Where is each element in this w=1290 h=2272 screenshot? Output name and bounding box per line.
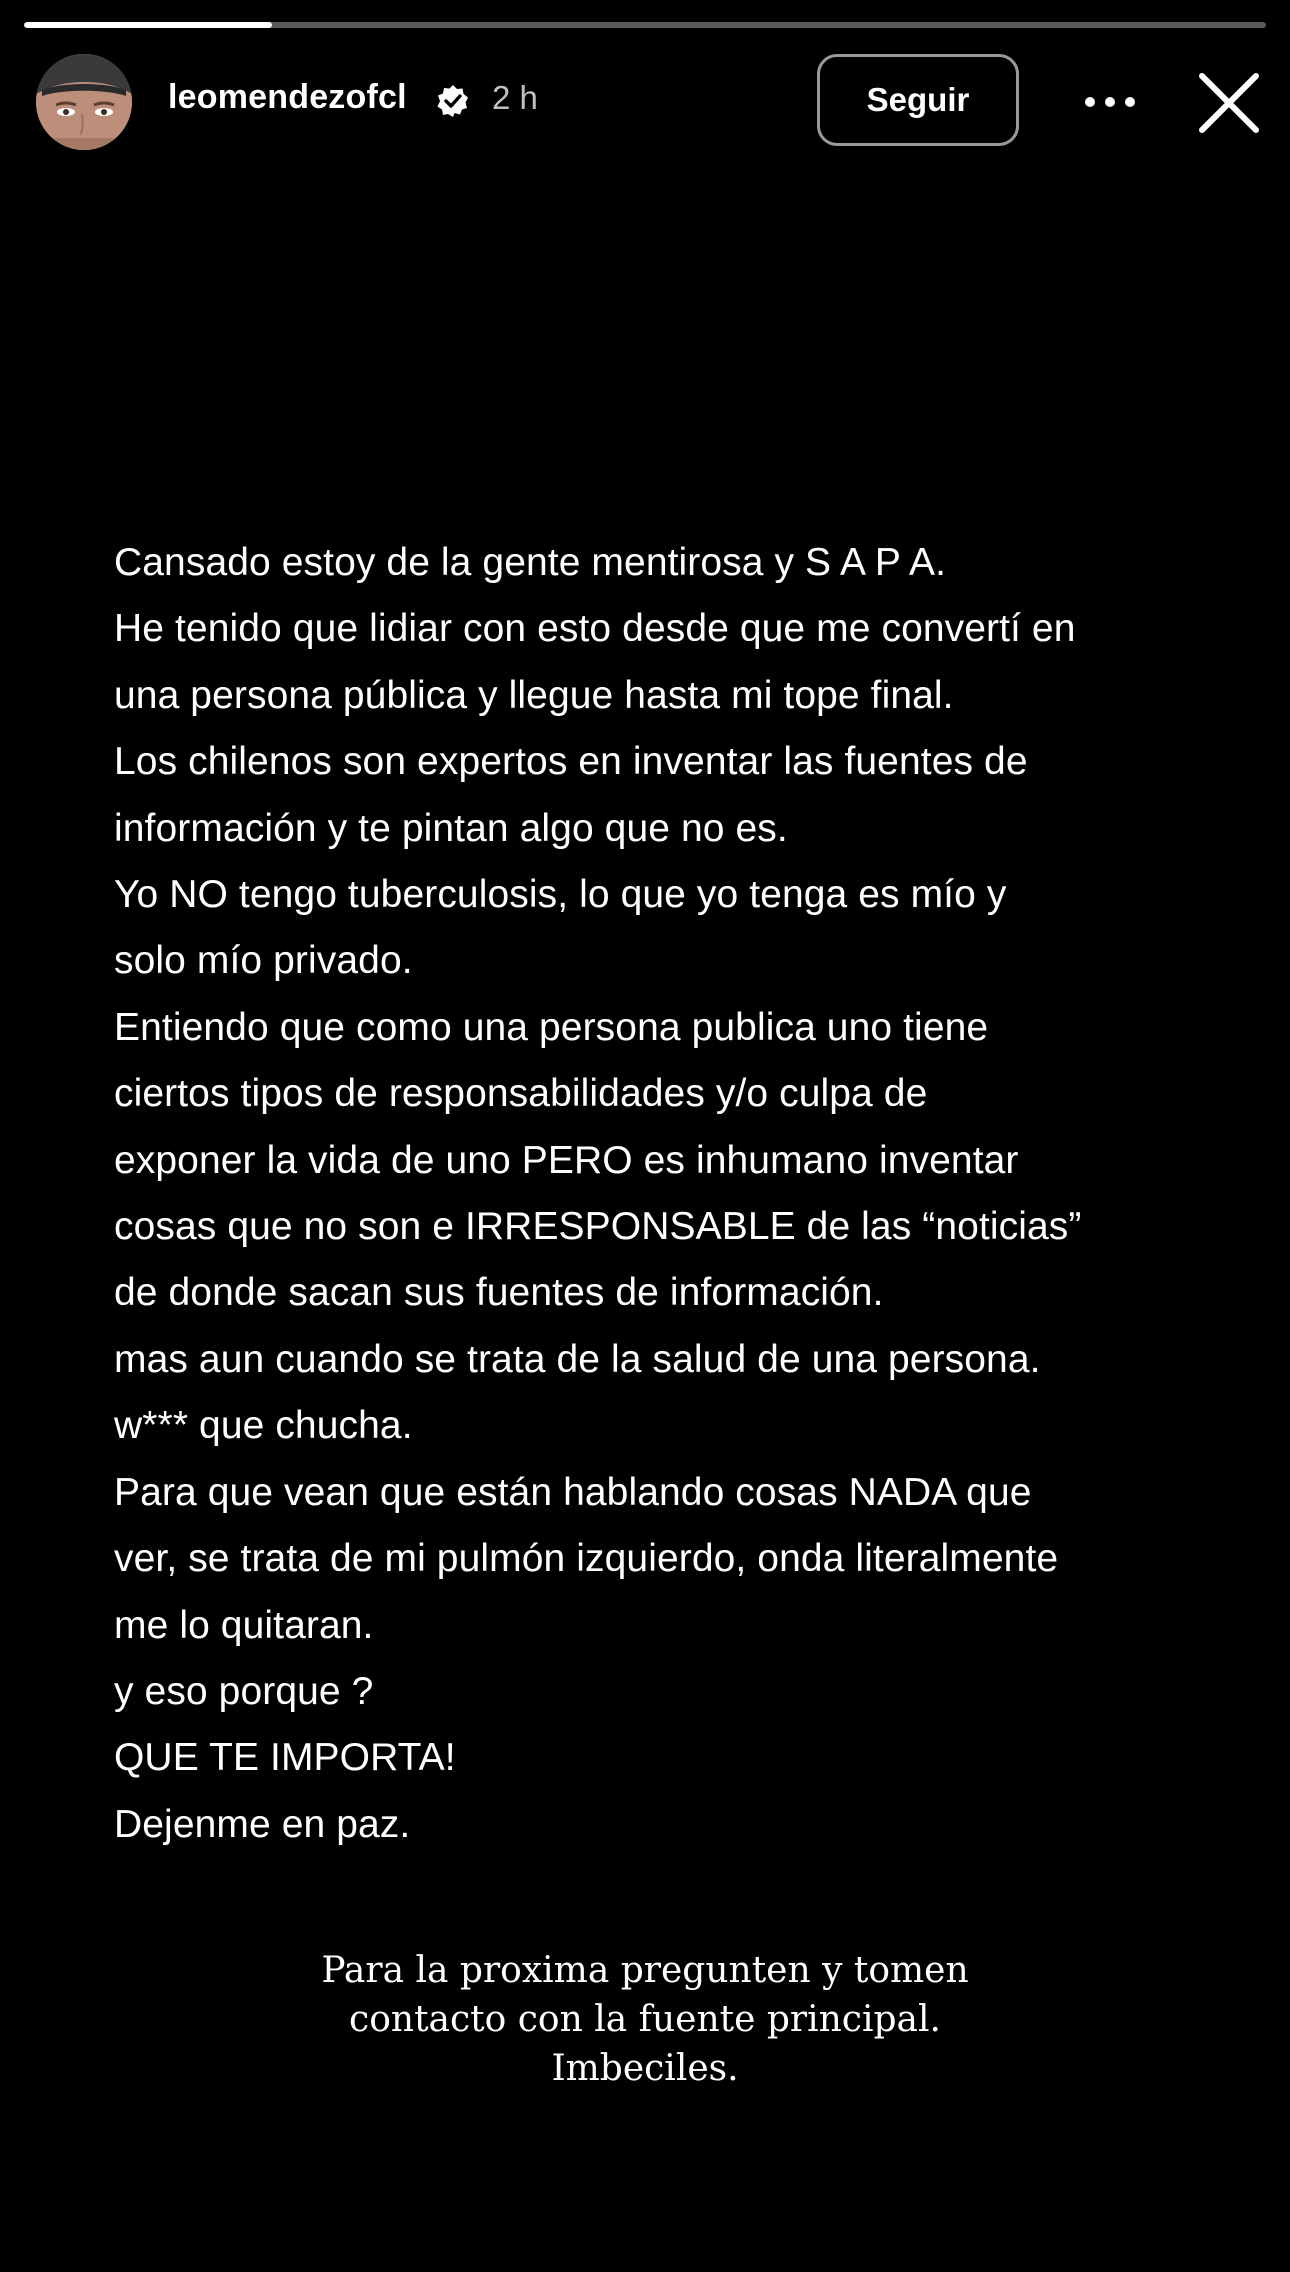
verified-badge-icon xyxy=(435,83,471,119)
story-text-line: cosas que no son e IRRESPONSABLE de las “noticias” xyxy=(114,1205,1082,1249)
story-progress-fill xyxy=(24,22,272,28)
story-text-line: Entiendo que como una persona publica uno tiene xyxy=(114,1005,989,1049)
story-text-line: Cansado estoy de la gente mentirosa y S A P A. xyxy=(114,541,947,584)
caption-line: Para la proxima pregunten y tomen xyxy=(321,1950,969,1991)
close-button[interactable] xyxy=(1196,70,1262,136)
more-horizontal-icon xyxy=(1084,96,1136,108)
story-text-line: me lo quitaran. xyxy=(114,1603,374,1647)
story-text-line: Dejenme en paz. xyxy=(114,1802,411,1846)
caption-line: Imbeciles. xyxy=(551,2048,739,2089)
follow-button[interactable]: Seguir xyxy=(817,54,1019,146)
story-text-line: exponer la vida de uno PERO es inhumano inventar xyxy=(114,1138,1019,1182)
story-text-line: QUE TE IMPORTA! xyxy=(114,1736,456,1780)
close-icon xyxy=(1196,70,1262,136)
story-text-line: ciertos tipos de responsabilidades y/o culpa de xyxy=(114,1072,928,1116)
story-text-line: de donde sacan sus fuentes de información. xyxy=(114,1271,884,1315)
avatar[interactable] xyxy=(36,54,132,150)
story-text-line: solo mío privado. xyxy=(114,939,413,983)
story-text-line: mas aun cuando se trata de la salud de una persona. xyxy=(114,1337,1041,1381)
story-text-line: una persona pública y llegue hasta mi tope final. xyxy=(114,673,954,717)
more-options-button[interactable] xyxy=(1080,72,1140,132)
story-text-line: Para que vean que están hablando cosas NADA que xyxy=(114,1470,1032,1514)
story-text-line: ver, se trata de mi pulmón izquierdo, onda literalmente xyxy=(114,1537,1059,1581)
story-caption xyxy=(0,1946,1290,2093)
story-text-line: w*** que chucha. xyxy=(114,1404,413,1448)
story-header xyxy=(0,52,1290,152)
story-progress-bar xyxy=(24,22,1266,28)
post-time: 2 h xyxy=(492,79,538,116)
story-text-body xyxy=(114,530,1214,1858)
username[interactable]: leomendezofcl xyxy=(168,78,407,116)
story-text-line: Los chilenos son expertos en inventar las fuentes de xyxy=(114,740,1028,784)
story-text-line: He tenido que lidiar con esto desde que me convertí en xyxy=(114,607,1076,651)
story-text-line: información y te pintan algo que no es. xyxy=(114,806,788,850)
story-text-line: Yo NO tengo tuberculosis, lo que yo tenga es mío y xyxy=(114,873,1007,917)
story-text-line: y eso porque ? xyxy=(114,1669,374,1713)
caption-line: contacto con la fuente principal. xyxy=(349,1999,941,2040)
